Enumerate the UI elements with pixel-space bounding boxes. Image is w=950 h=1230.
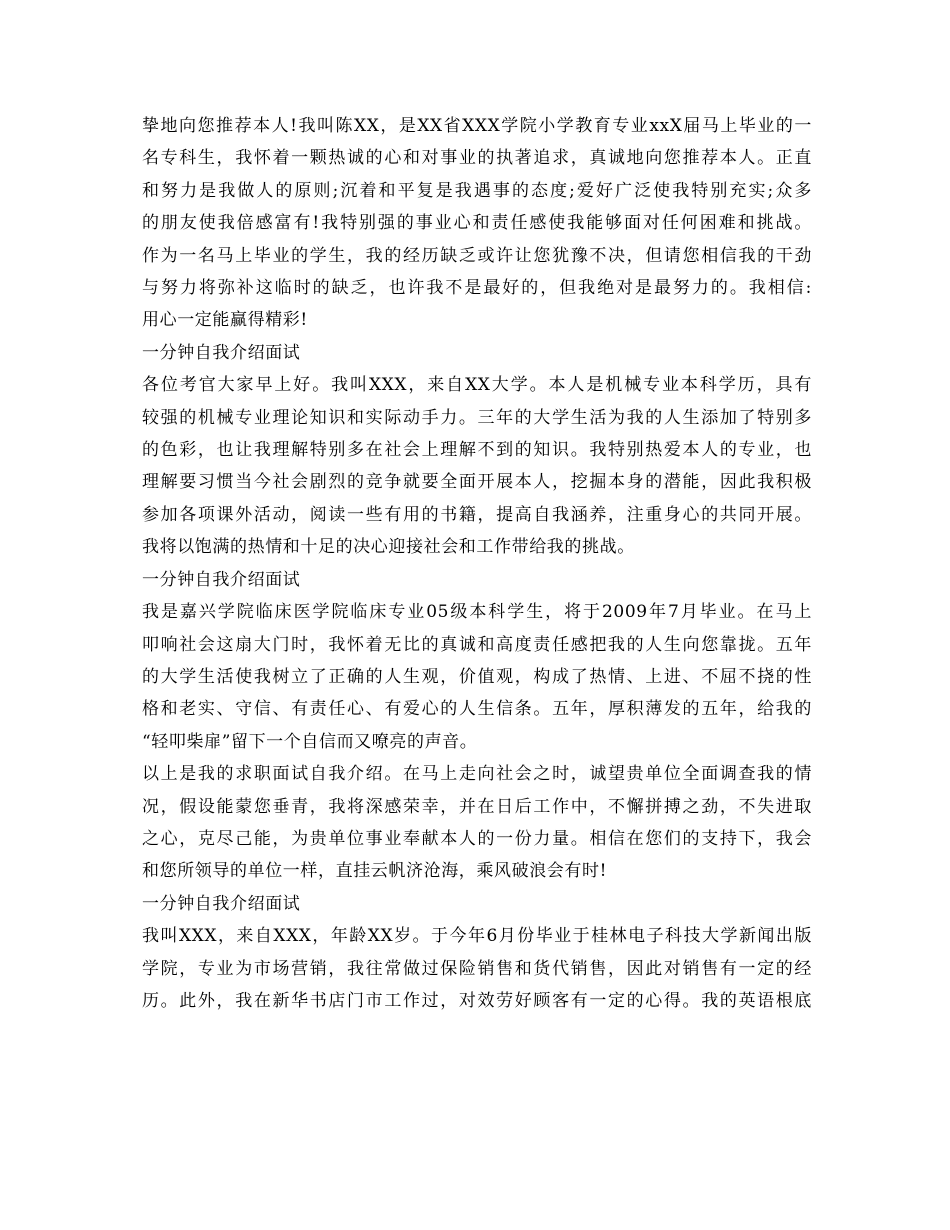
text-line: 各位考官大家早上好。我叫XXX，来自XX大学。本人是机械专业本科学历，具有 bbox=[142, 375, 812, 396]
body-paragraph bbox=[142, 596, 812, 758]
document-body bbox=[142, 110, 812, 1017]
text-line: 和努力是我做人的原则;沉着和平复是我遇事的态度;爱好广泛使我特别充实;众多 bbox=[142, 180, 812, 201]
text-line: 较强的机械专业理论知识和实际动手力。三年的大学生活为我的人生添加了特别多 bbox=[142, 407, 812, 428]
section-heading: 一分钟自我介绍面试 bbox=[142, 893, 301, 914]
body-paragraph bbox=[142, 758, 812, 888]
text-line: 我是嘉兴学院临床医学院临床专业05级本科学生，将于2009年7月毕业。在马上 bbox=[142, 602, 812, 623]
text-line: 我将以饱满的热情和十足的决心迎接社会和工作带给我的挑战。 bbox=[142, 537, 635, 558]
text-line: 用心一定能赢得精彩! bbox=[142, 310, 308, 331]
section-heading: 一分钟自我介绍面试 bbox=[142, 342, 301, 363]
text-line: 与努力将弥补这临时的缺乏，也许我不是最好的，但我绝对是最努力的。我相信: bbox=[142, 278, 812, 299]
text-line: 格和老实、守信、有责任心、有爱心的人生信条。五年，厚积薄发的五年，给我的 bbox=[142, 699, 812, 720]
text-line: 以上是我的求职面试自我介绍。在马上走向社会之时，诚望贵单位全面调查我的情 bbox=[142, 764, 812, 785]
text-line: 况，假设能蒙您垂青，我将深感荣幸，并在日后工作中，不懈拼搏之劲，不失进取 bbox=[142, 796, 812, 817]
body-paragraph bbox=[142, 369, 812, 563]
text-line: 学院，专业为市场营销，我往常做过保险销售和货代销售，因此对销售有一定的经 bbox=[142, 958, 812, 979]
text-line: 参加各项课外活动，阅读一些有用的书籍，提高自我涵养，注重身心的共同开展。 bbox=[142, 504, 812, 525]
text-line: 我叫XXX，来自XXX，年龄XX岁。于今年6月份毕业于桂林电子科技大学新闻出版 bbox=[142, 926, 812, 947]
body-paragraph bbox=[142, 110, 812, 337]
body-paragraph bbox=[142, 920, 812, 1017]
text-line: 之心，克尽己能，为贵单位事业奉献本人的一份力量。相信在您们的支持下，我会 bbox=[142, 828, 812, 849]
text-line: 名专科生，我怀着一颗热诚的心和对事业的执著追求，真诚地向您推荐本人。正直 bbox=[142, 148, 812, 169]
text-line: 历。此外，我在新华书店门市工作过，对效劳好顾客有一定的心得。我的英语根底 bbox=[142, 990, 812, 1011]
text-line: 和您所领导的单位一样，直挂云帆济沧海，乘风破浪会有时! bbox=[142, 861, 608, 882]
text-line: 挚地向您推荐本人!我叫陈XX，是XX省XXX学院小学教育专业xxX届马上毕业的一 bbox=[142, 116, 812, 136]
section-heading: 一分钟自我介绍面试 bbox=[142, 569, 301, 590]
text-line: 的大学生活使我树立了正确的人生观，价值观，构成了热情、上进、不屈不挠的性 bbox=[142, 666, 812, 687]
text-line: 理解要习惯当今社会剧烈的竞争就要全面开展本人，挖掘本身的潜能，因此我积极 bbox=[142, 472, 812, 493]
text-line: 的朋友使我倍感富有!我特别强的事业心和责任感使我能够面对任何困难和挑战。 bbox=[142, 213, 812, 234]
text-line: 作为一名马上毕业的学生，我的经历缺乏或许让您犹豫不决，但请您相信我的干劲 bbox=[142, 245, 812, 266]
text-line: “轻叩柴扉”留下一个自信而又嘹亮的声音。 bbox=[142, 731, 478, 752]
text-line: 的色彩，也让我理解特别多在社会上理解不到的知识。我特别热爱本人的专业，也 bbox=[142, 440, 812, 461]
text-line: 叩响社会这扇大门时，我怀着无比的真诚和高度责任感把我的人生向您靠拢。五年 bbox=[142, 634, 812, 655]
